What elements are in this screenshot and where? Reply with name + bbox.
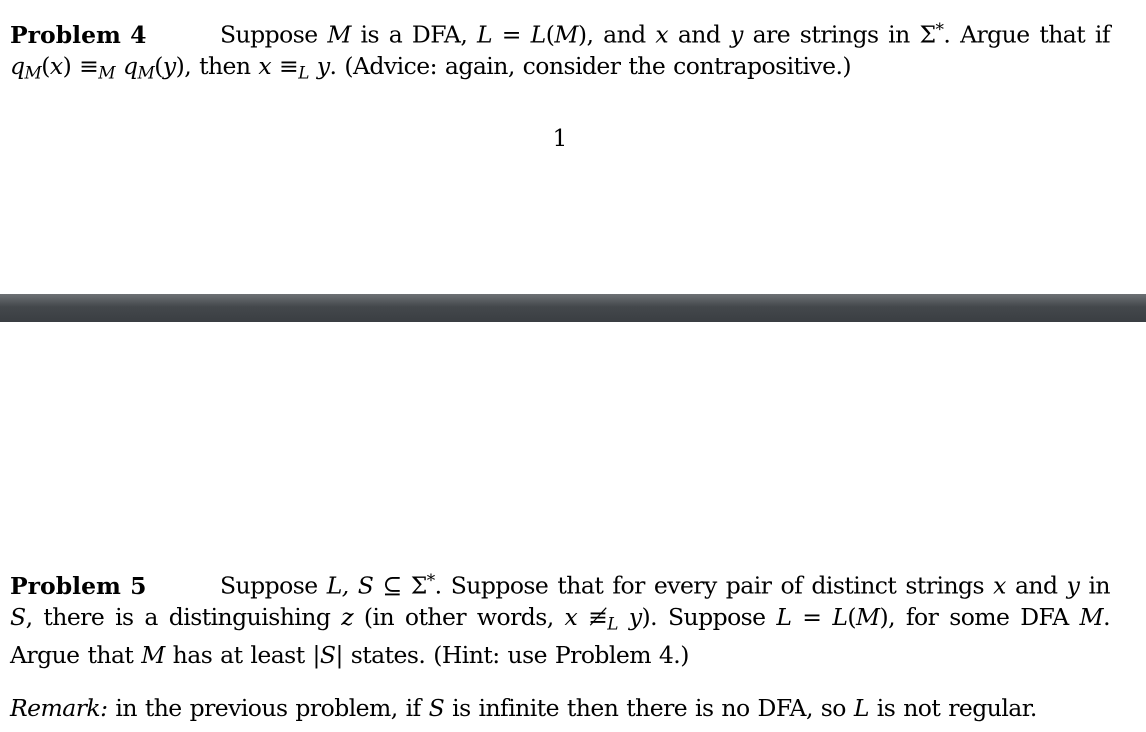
text-run: (	[41, 52, 50, 81]
math-var: y	[316, 52, 330, 81]
math-var: y	[162, 52, 176, 81]
text-run: are strings in Σ	[742, 20, 936, 49]
subscript: M	[24, 62, 42, 83]
remark-label: Remark:	[10, 694, 108, 722]
text-run: Suppose	[220, 571, 327, 600]
text-run: and	[668, 20, 731, 49]
subscript: L	[607, 613, 618, 634]
text-run: . Argue that	[10, 603, 1110, 670]
page-separator	[0, 294, 1146, 322]
problem-5-heading: Problem 5	[10, 571, 147, 600]
text-run: has at least |	[164, 641, 320, 670]
text-run: (	[154, 52, 163, 81]
text-run: | states. (Hint: use Problem 4.)	[335, 641, 689, 670]
math-var: x	[655, 20, 669, 49]
subscript: L	[298, 62, 309, 83]
problem-4-heading: Problem 4	[10, 20, 147, 49]
math-var: S	[10, 603, 26, 632]
text-run: =	[791, 603, 833, 632]
text-run: ≡	[271, 52, 299, 81]
math-var: q	[10, 52, 25, 81]
page-number: 1	[552, 126, 568, 152]
math-var: L, S	[326, 571, 374, 600]
math-var: x	[258, 52, 272, 81]
text-run: is not regular.	[868, 694, 1037, 722]
text-run: , there is a distinguishing	[25, 603, 342, 632]
math-var: x	[49, 52, 63, 81]
text-run: ⊆ Σ	[373, 571, 427, 600]
text-run: ≢	[577, 603, 608, 632]
text-run	[618, 603, 629, 631]
math-var: S	[319, 641, 336, 670]
math-var: L	[530, 20, 546, 49]
text-run: . Argue that if	[943, 20, 1110, 49]
text-run	[309, 52, 317, 80]
math-var: x	[993, 571, 1006, 600]
problem-4-paragraph	[10, 14, 1110, 89]
text-run	[115, 52, 123, 80]
math-var: S	[428, 694, 445, 722]
superscript: *	[935, 19, 944, 39]
math-var: M	[1079, 603, 1104, 632]
math-var: M	[327, 20, 351, 49]
text-run: is infinite then there is no DFA, so	[444, 694, 854, 722]
text-run: ), then	[175, 52, 259, 81]
math-var: L	[832, 603, 848, 632]
math-var: x	[564, 603, 578, 632]
page-top	[0, 0, 1146, 294]
math-var: L	[853, 694, 869, 722]
subscript: M	[137, 62, 155, 83]
text-run: in	[1079, 571, 1110, 600]
math-var: z	[341, 603, 354, 632]
text-run: and	[1005, 571, 1067, 600]
page-bottom	[0, 322, 1146, 732]
text-run: . Suppose that for every pair of distinct strings	[434, 571, 994, 600]
text-run: Suppose	[220, 20, 328, 49]
text-run: (	[847, 603, 856, 632]
text-run: (	[545, 20, 555, 49]
math-var: y	[628, 603, 642, 632]
math-var: M	[141, 641, 165, 670]
math-var: y	[730, 20, 743, 49]
text-run: (in other words,	[353, 603, 565, 632]
text-run: =	[492, 20, 531, 49]
text-run: ), and	[577, 20, 656, 49]
text-run: ), for some DFA	[879, 603, 1080, 632]
remark-paragraph	[10, 693, 1120, 725]
superscript: *	[426, 570, 435, 590]
text-run: . (Advice: again, consider the contrapositive.)	[329, 52, 852, 81]
math-var: L	[477, 20, 493, 49]
subscript: M	[98, 62, 116, 83]
text-run: ). Suppose	[641, 603, 777, 632]
math-var: q	[122, 52, 138, 81]
problem-5-paragraph	[10, 565, 1110, 672]
math-var: M	[856, 603, 880, 632]
math-var: y	[1066, 571, 1080, 600]
text-run: is a DFA,	[350, 20, 478, 49]
math-var: L	[776, 603, 792, 632]
text-run: in the previous problem, if	[107, 694, 429, 722]
math-var: M	[554, 20, 578, 49]
text-run: ) ≡	[62, 52, 99, 81]
